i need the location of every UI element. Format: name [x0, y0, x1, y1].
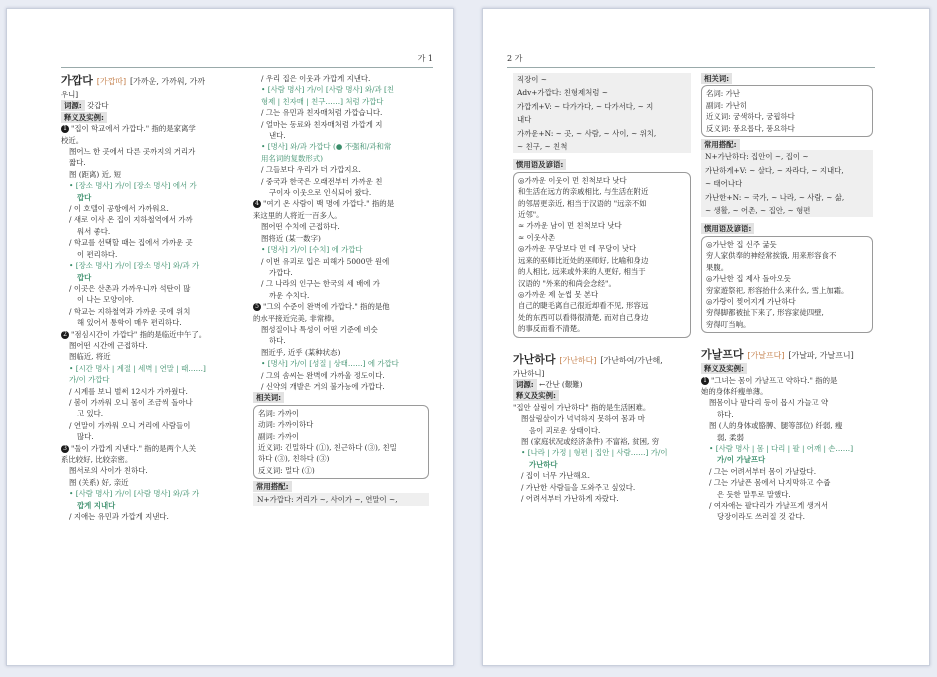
- box-line: 穷家遊祭祀, 形容抬什么来什么, 雪上加霜。: [706, 285, 849, 295]
- collocation-line: 가깝게+V: ~ 다가가다, ~ 다가서다, ~ 지: [513, 100, 691, 113]
- box-line: ◎가까운 무당보다 먼 데 무당이 낫다: [518, 244, 637, 254]
- box-line: ◎가랑이 찢어지게 가난하다: [706, 296, 796, 306]
- example-line: / 그는 어려서부터 몸이 가날랐다.: [709, 466, 817, 476]
- sense-text: "둘이 가깝게 지낸다." 指的是两个人关: [71, 443, 197, 453]
- label-line: [701, 73, 873, 84]
- example-continuation: 음이 괴로운 상태이다.: [529, 425, 601, 435]
- inflection: [가까운, 가까워, 가까: [130, 77, 206, 86]
- box-line: ◎가난한 집 제사 돌아오듯: [706, 274, 791, 284]
- sense-line: [253, 198, 429, 209]
- example-line: 图将近 (某一数字): [261, 233, 321, 243]
- collocation-line: 가까운+N: ~ 곳, ~ 사람, ~ 사이, ~ 위치,: [513, 127, 691, 140]
- pronunciation: [가깝따]: [96, 77, 127, 86]
- header-rule: [507, 67, 875, 68]
- example-continuation: 하다.: [269, 336, 286, 346]
- sense-text: "그녀는 몸이 가날프고 약하다." 指的是: [711, 375, 838, 385]
- collocation-box: [513, 172, 691, 338]
- example-line: / 봄이 가까워 오니 몸이 조금씩 돌아나: [69, 397, 193, 407]
- label-line: [513, 379, 691, 390]
- label-line: [253, 392, 429, 403]
- headword: 가깝다: [61, 74, 93, 87]
- pattern-continuation: 깝다: [77, 272, 92, 282]
- pattern-line: • [명사] 가/이 [성질 | 상태……] 에 가깝다: [261, 359, 399, 369]
- example-continuation: 이 편리하다.: [77, 249, 118, 259]
- collocation-line: Adv+가깝다: 친형제처럼 ~: [513, 86, 691, 99]
- example-line: / 우리 집은 이웃과 가깝게 지낸다.: [261, 74, 371, 83]
- example-line: / 신약의 개발은 거의 불가능에 가깝다.: [261, 381, 385, 391]
- column-left-2: [253, 73, 429, 506]
- collocation-line: ~ 생활, ~ 어촌, ~ 집안, ~ 형편: [701, 204, 873, 217]
- headword: 가날프다: [701, 348, 744, 362]
- sense-line: [61, 443, 247, 454]
- section-label: 相关词:: [253, 392, 284, 403]
- text-line: 가난하니]: [513, 368, 545, 378]
- box-line: 的邻居更亲近, 相当于汉语的 "远亲不如: [518, 198, 647, 208]
- example-line: / 연말이 가까워 오니 거리에 사람들이: [69, 420, 191, 430]
- example-line: 图살림살이가 넉넉하지 못하여 몸과 마: [521, 414, 645, 424]
- section-label: 常用搭配:: [253, 481, 292, 492]
- example-line: / 학교를 선택할 때는 집에서 가까운 곳: [69, 238, 193, 248]
- example-line: / 이 호텔이 공항에서 가까워요.: [69, 204, 169, 214]
- box-line: 副词: 가난히: [706, 100, 748, 110]
- example-line: 图 (关系) 好, 亲近: [69, 477, 129, 487]
- example-line: / 그 나라의 인구는 한국의 세 배에 가: [261, 279, 380, 289]
- sense-text: "그의 수준이 완벽에 가깝다." 指的是他: [263, 302, 390, 312]
- pattern-line: • [사람 명사 | 몸 | 다리 | 팔 | 어깨 | 손……]: [709, 443, 854, 453]
- box-line: 果腹。: [706, 262, 729, 272]
- sense-line: [61, 123, 247, 134]
- label-line: [701, 139, 873, 150]
- pattern-line: • [나라 | 가정 | 형편 | 집안 | 사람……] 가/이: [521, 448, 668, 458]
- box-line: 穷得脚都被扯下来了, 形容家徒四壁,: [706, 308, 824, 318]
- box-line: 汉语的 "外来的和尚会念经"。: [518, 278, 616, 288]
- label-line: [61, 112, 247, 123]
- pattern-line: 형제 | 친자매 | 친구……] 처럼 가깝다: [261, 96, 384, 106]
- sense-number: 5: [253, 303, 261, 311]
- collocation-line: 가난한+N: ~ 국가, ~ 나라, ~ 사람, ~ 삶,: [701, 191, 873, 204]
- box-line: 名词: 가난: [706, 89, 740, 99]
- example-line: / 집이 너무 가난해요.: [521, 471, 591, 481]
- sense-number: 1: [701, 377, 709, 385]
- label-line: [701, 223, 873, 234]
- example-continuation: 워서 좋다.: [77, 226, 111, 236]
- column-left-1: [61, 73, 247, 522]
- text-line: 她的身体纤瘦单薄。: [701, 386, 768, 396]
- text-line: 우니]: [61, 90, 79, 99]
- pattern-continuation: 깝게 지내다: [77, 500, 116, 510]
- box-line: 的事反而看不清楚。: [518, 324, 585, 334]
- text-line: 系比较好, 比较亲密。: [61, 455, 133, 464]
- dictionary-page-left: [6, 8, 454, 666]
- section-label: 释义及实例:: [701, 363, 747, 374]
- text-line: 来这里的人将近一百多人。: [253, 210, 342, 220]
- pronunciation: [가난하다]: [559, 355, 597, 365]
- example-line: 图어떤 시간에 근접하다.: [69, 340, 148, 350]
- label-line: [513, 159, 691, 170]
- box-line: 近义词: 궁색하다, 궁핍하다: [706, 112, 795, 122]
- example-line: / 이곳은 산촌과 가까우니까 석탄이 많: [69, 283, 191, 293]
- example-continuation: 해 있어서 통학이 매우 편리하다.: [77, 318, 182, 328]
- column-right-1: [513, 73, 691, 504]
- running-head: 가 1: [417, 54, 433, 63]
- label-text: 갖갑다: [87, 101, 109, 111]
- pattern-continuation: 가/이 가날프다: [717, 455, 766, 465]
- example-line: / 여자애는 팔다리가 가날프게 생겨서: [709, 501, 828, 510]
- collocation-box: [701, 236, 873, 333]
- box-line: 近义词: 긴밀하다 (①), 친근하다 (③), 친밀: [258, 443, 397, 452]
- text-line: 的水平接近完美, 非常棒。: [253, 313, 339, 323]
- section-label: 词源:: [61, 100, 85, 111]
- box-line: 穷得叮当响。: [706, 319, 751, 329]
- pattern-line: • [장소 명사] 가/이 [장소 명사] 와/과 가: [69, 261, 200, 271]
- collocation-line: 가난하게+V: ~ 살다, ~ 자라다, ~ 지내다,: [701, 164, 873, 177]
- pattern-line: • [장소 명사] 가/이 [장소 명사] 에서 가: [69, 181, 197, 191]
- example-line: 图 (家庭状况或经济条件) 不富裕, 贫困, 穷: [521, 436, 660, 446]
- pattern-continuation: 가난하다: [529, 459, 558, 469]
- sense-number: 3: [61, 445, 69, 453]
- example-line: / 얼마는 동료와 친자매처럼 가깝게 지: [261, 119, 383, 129]
- pattern-line: • [시간 명사 | 계절 | 세벽 | 연말 | 때……]: [69, 363, 206, 373]
- example-line: / 그들보다 우리가 더 가깝지요.: [261, 165, 361, 175]
- example-continuation: 구이자 이웃으로 인식되어 왔다.: [269, 188, 372, 198]
- box-line: ◎가까운 제 눈썹 못 본다: [518, 289, 599, 299]
- example-continuation: 고 있다.: [77, 409, 104, 419]
- section-label: 释义及实例:: [61, 112, 107, 123]
- example-line: 짧다.: [69, 158, 86, 168]
- example-line: 图성질이나 특성이 어떤 기준에 비슷: [261, 324, 378, 334]
- collocation-line: ~ 태어나다: [701, 177, 873, 190]
- label-line: [701, 363, 873, 374]
- sense-text: "집이 학교에서 가깝다." 指的是家离学: [71, 124, 196, 134]
- sense-text: "점심시간이 가깝다" 指的是临近中午了。: [71, 329, 207, 339]
- box-line: 自己的睫毛离自己很近却看不见, 形容远: [518, 301, 649, 311]
- pattern-line: • [사람 명사] 가/이 [사람 명사] 와/과 가: [69, 489, 200, 499]
- box-line: 处的东西可以看得很清楚, 而对自己身边: [518, 312, 649, 322]
- text-line: 校近。: [61, 135, 84, 145]
- pattern-continuation: 깝다: [77, 192, 92, 202]
- section-label: 释义及实例:: [513, 390, 559, 401]
- example-continuation: 많다.: [77, 432, 94, 442]
- section-label: 惯用语及谚语:: [701, 223, 754, 234]
- example-line: 图어느 한 곳에서 다른 곳까지의 거리가: [69, 147, 196, 157]
- collocation-line: N+가깝다: 거리가 ~, 사이가 ~, 연말이 ~,: [253, 493, 429, 506]
- box-line: 副词: 가까이: [258, 431, 300, 441]
- label-line: [513, 390, 691, 401]
- collocation-line: ~ 친구, ~ 친척: [513, 140, 691, 153]
- example-continuation: 이 나는 모양이야.: [77, 295, 135, 305]
- headword-line: [513, 352, 691, 368]
- sense-line: [253, 301, 429, 312]
- example-line: 图 (距离) 近, 短: [69, 169, 122, 179]
- example-line: / 그의 솜씨는 완벽에 가까울 정도이다.: [261, 370, 385, 380]
- example-line: 图近乎, 近乎 (某种状态): [261, 347, 341, 357]
- example-line: 图서로의 사이가 친하다.: [69, 466, 148, 476]
- pattern-line: • [명사] 가/이 [수치] 에 가깝다: [261, 245, 363, 255]
- box-line: 穷人家供奉的神经常挨饿, 用来形容食不: [706, 251, 837, 261]
- box-line: 反义词: 풍요롭다, 풍요하다: [706, 123, 795, 133]
- example-line: / 새로 이사 온 집이 지하철역에서 가까: [69, 215, 193, 225]
- section-label: 惯用语及谚语:: [513, 159, 566, 170]
- example-continuation: 弱, 柔弱: [717, 432, 744, 442]
- example-line: / 어려서부터 가난하게 자랐다.: [521, 494, 619, 503]
- section-label: 词源:: [513, 379, 537, 390]
- example-line: / 중국과 한국은 오래전부터 가까운 친: [261, 176, 383, 186]
- header-rule: [61, 67, 433, 68]
- sense-text: "여기 온 사람이 백 명에 가깝다." 指的是: [263, 199, 395, 209]
- example-continuation: 가깝다.: [269, 267, 293, 277]
- example-line: 图临近, 将近: [69, 352, 111, 362]
- example-line: 图몸이나 팔다리 등이 몹시 가늘고 약: [709, 398, 829, 408]
- example-line: 图어떤 수치에 근접하다.: [261, 222, 340, 232]
- pattern-line: • [사람 명사] 가/이 [사람 명사] 와/과 [친: [261, 85, 395, 95]
- example-continuation: 낸다.: [269, 131, 286, 141]
- collocation-box: [253, 405, 429, 479]
- example-line: / 시계를 보니 벌써 12시가 가까웠다.: [69, 386, 188, 396]
- sense-line: [61, 329, 247, 340]
- box-line: 反义词: 멀다 (①): [258, 465, 315, 475]
- box-line: 的人相比, 远来或外来的人更好, 相当于: [518, 267, 646, 277]
- collocation-box: [701, 85, 873, 137]
- pattern-line: • [명사] 와/과 가깝다 (● 不强和/과和常: [261, 142, 392, 152]
- example-continuation: 하다.: [717, 409, 734, 419]
- box-line: 하다 (③), 친하다 (③): [258, 454, 330, 464]
- headword: 가난하다: [513, 352, 556, 366]
- collocation-line: N+가난하다: 집안이 ~, 집이 ~: [701, 150, 873, 163]
- box-line: 和生活在远方的亲戚相比, 与生活在附近: [518, 187, 649, 197]
- inflection: [가날파, 가날프니]: [788, 351, 854, 361]
- box-line: ◎가난한 집 신주 굶듯: [706, 239, 777, 249]
- example-line: 图 (人的身体或胳膊、腿等部位) 纤弱, 瘦: [709, 421, 843, 431]
- sense-number: 2: [61, 331, 69, 339]
- inflection: [가난하여/가난해,: [600, 355, 663, 365]
- box-line: 动词: 가까이하다: [258, 420, 314, 430]
- section-label: 常用搭配:: [701, 139, 740, 150]
- collocation-line: 내다: [513, 113, 691, 126]
- example-line: / 가난한 사람들을 도와주고 싶었다.: [521, 482, 636, 492]
- label-line: [253, 481, 429, 492]
- box-line: ≈ 이웃사촌: [518, 232, 556, 242]
- example-continuation: 당장이라도 쓰러질 것 같다.: [717, 512, 805, 522]
- example-line: / 그는 가날픈 몸에서 나지막하고 수줍: [709, 478, 831, 488]
- label-line: [61, 100, 247, 111]
- box-line: ◎가까운 이웃이 먼 친척보다 낫다: [518, 175, 627, 185]
- dictionary-page-right: [482, 8, 930, 666]
- headword-line: [61, 73, 247, 89]
- example-line: / 지애는 유민과 가깝게 지낸다.: [69, 512, 169, 522]
- example-line: / 이번 유괴로 입은 피해가 5000만 원에: [261, 256, 390, 266]
- pronunciation: [가날프다]: [747, 351, 785, 361]
- sense-number: 4: [253, 200, 261, 208]
- text-line: "집안 살림이 가난하다" 指的是生活困难。: [513, 402, 651, 412]
- box-line: ≈ 가까운 남이 먼 친척보다 낫다: [518, 221, 622, 231]
- pattern-line: 가/이 가깝다: [69, 375, 110, 385]
- box-line: 名词: 가까이: [258, 408, 300, 418]
- example-line: / 그는 유민과 친자매처럼 가깝습니다.: [261, 108, 383, 118]
- box-line: 近邻"。: [518, 210, 544, 220]
- pattern-line: 用名词的复数形式): [261, 153, 324, 163]
- running-head: 2 가: [507, 54, 523, 63]
- sense-number: 1: [61, 125, 69, 133]
- headword-line: [701, 347, 873, 363]
- example-continuation: 은 듯한 말투로 말했다.: [717, 489, 791, 499]
- section-label: 相关词:: [701, 73, 732, 84]
- label-text: ←간난 (艱難): [539, 379, 583, 389]
- collocation-line: 직장이 ~: [513, 73, 691, 86]
- sense-line: [701, 375, 873, 386]
- example-continuation: 까운 수치다.: [269, 290, 310, 300]
- box-line: 远来的巫师比近处的巫师好, 比喻和身边: [518, 255, 649, 265]
- example-line: / 학교는 지하철역과 가까운 곳에 위치: [69, 306, 191, 316]
- column-right-2: [701, 73, 873, 523]
